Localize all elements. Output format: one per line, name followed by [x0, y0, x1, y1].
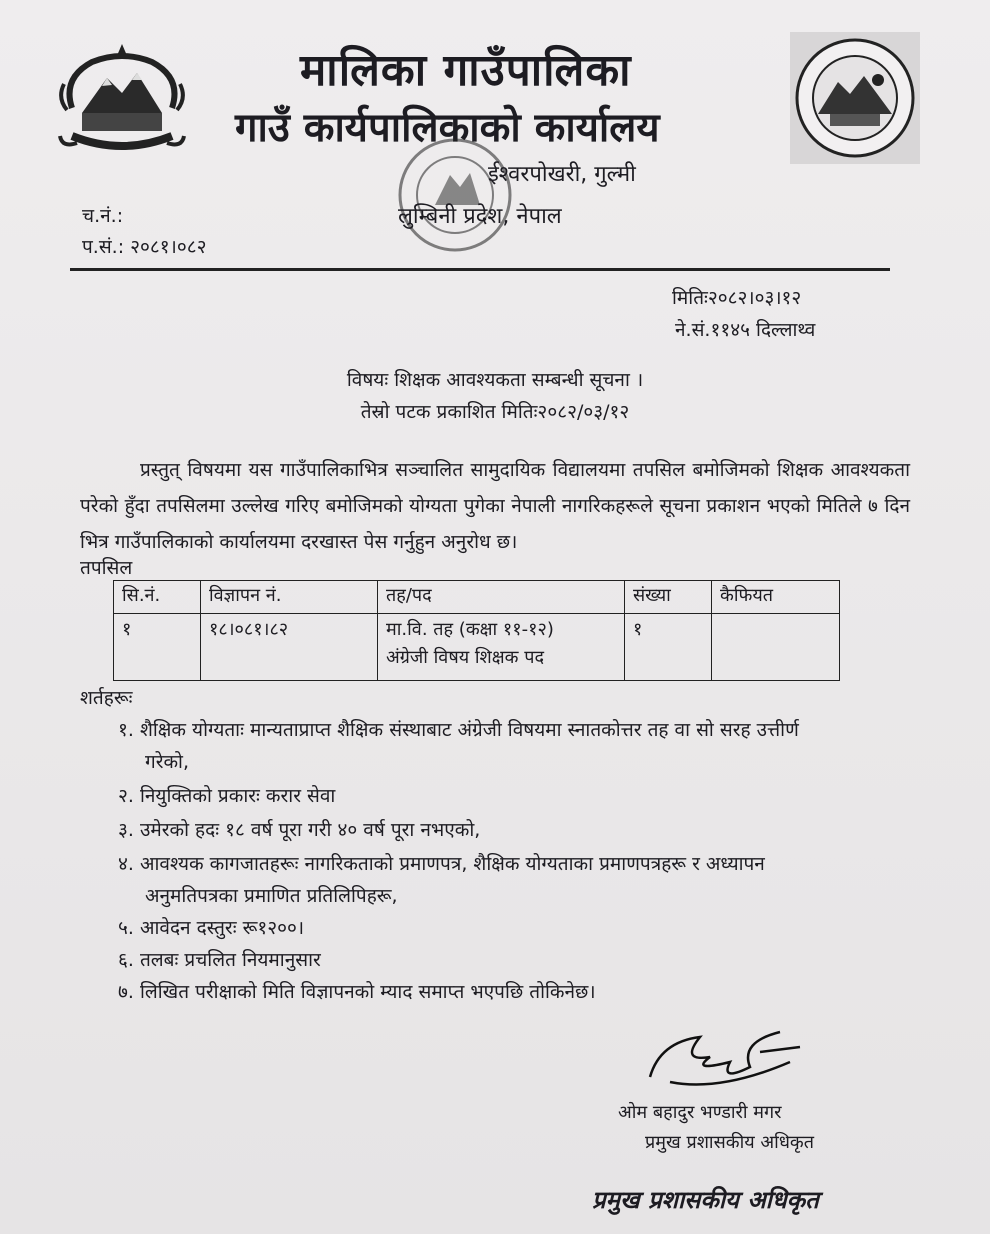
signatory-name: ओम बहादुर भण्डारी मगर: [618, 1102, 782, 1123]
municipality-logo-icon: [790, 32, 920, 164]
signatory-title: प्रमुख प्रशासकीय अधिकृत: [645, 1132, 814, 1153]
cha-no-label: च.नं.:: [82, 205, 124, 227]
condition-item: ७. लिखित परीक्षाको मिति विज्ञापनको म्याद समाप्त भएपछि तोकिनेछ।: [118, 981, 596, 1003]
col-level: तह/पद: [378, 581, 625, 614]
designation-stamp: प्रमुख प्रशासकीय अधिकृत: [592, 1186, 819, 1214]
condition-item: ५. आवेदन दस्तुरः रू१२००।: [118, 917, 305, 939]
condition-item: ३. उमेरको हदः १८ वर्ष पूरा गरी ४० वर्ष पूरा नभएको,: [118, 819, 481, 841]
office-seal-stamp: [380, 125, 530, 265]
subject-line: विषयः शिक्षक आवश्यकता सम्बन्धी सूचना ।: [346, 369, 644, 391]
cell-level: [378, 614, 625, 681]
tapasil-label: तपसिल: [80, 557, 133, 579]
condition-item: १. शैक्षिक योग्यताः मान्यताप्राप्त शैक्षिक संस्थाबाट अंग्रेजी विषयमा स्नातकोत्तर तह वा सो सरह उत्तीर्ण: [118, 719, 799, 741]
municipality-logo: [790, 32, 920, 164]
nepal-emblem-icon: [52, 38, 192, 158]
condition-item: २. नियुक्तिको प्रकारः करार सेवा: [118, 785, 336, 807]
cell-level-line1: मा.वि. तह (कक्षा ११-१२): [386, 619, 554, 640]
vacancy-table: [113, 580, 840, 681]
col-ad-no: विज्ञापन नं.: [201, 581, 378, 614]
condition-item-continued: गरेको,: [145, 751, 190, 773]
issue-date: मितिः२०८२।०३।१२: [672, 287, 802, 309]
body-paragraph: [80, 452, 910, 560]
condition-item: ६. तलबः प्रचलित नियमानुसार: [118, 949, 321, 971]
address-line-1: ईश्वरपोखरी, गुल्मी: [488, 162, 636, 187]
table-header-row: [114, 581, 840, 614]
municipality-title: मालिका गाउँपालिका: [300, 45, 632, 96]
cell-ad-no: १८।०८१।८२: [201, 614, 378, 681]
cell-level-line2: अंग्रेजी विषय शिक्षक पद: [386, 647, 545, 668]
conditions-label: शर्तहरूः: [80, 687, 133, 709]
nepal-sambat-date: ने.सं.११४५ दिल्लाथ्व: [675, 319, 816, 341]
cell-sn: १: [114, 614, 201, 681]
col-count: संख्या: [625, 581, 712, 614]
cell-count: १: [625, 614, 712, 681]
col-remarks: कैफियत: [712, 581, 840, 614]
col-sn: सि.नं.: [114, 581, 201, 614]
header-divider: [70, 268, 890, 271]
publication-note: तेस्रो पटक प्रकाशित मितिः२०८२/०३/१२: [360, 401, 630, 423]
condition-item-continued: अनुमतिपत्रका प्रमाणित प्रतिलिपिहरू,: [145, 885, 398, 907]
office-title: गाउँ कार्यपालिकाको कार्यालय: [235, 105, 660, 151]
address-line-2: लुम्बिनी प्रदेश, नेपाल: [398, 204, 562, 229]
body-paragraph-text: प्रस्तुत् विषयमा यस गाउँपालिकाभित्र सञ्चालित सामुदायिक विद्यालयमा तपसिल बमोजिमको शिक्षक आवश्यकता परेको हुँदा तपसिलमा उल्लेख गरिए बमोजिमको योग्यता पुगेका नेपाली नागरिकहरूले सूचना प्रकाशन भएको मितिले ७ दिन भित्र गाउँपालिकाको कार्यालयमा दरखास्त पेस गर्नुहुन अनुरोध छ।: [80, 459, 910, 553]
table-row: [114, 614, 840, 681]
condition-item: ४. आवश्यक कागजातहरूः नागरिकताको प्रमाणपत्र, शैक्षिक योग्यताका प्रमाणपत्रहरू र अध्यापन: [118, 853, 765, 875]
cell-remarks: [712, 614, 840, 681]
handwritten-signature: [640, 1022, 810, 1097]
pa-sa: प.सं.: २०८१।०८२: [82, 236, 207, 258]
